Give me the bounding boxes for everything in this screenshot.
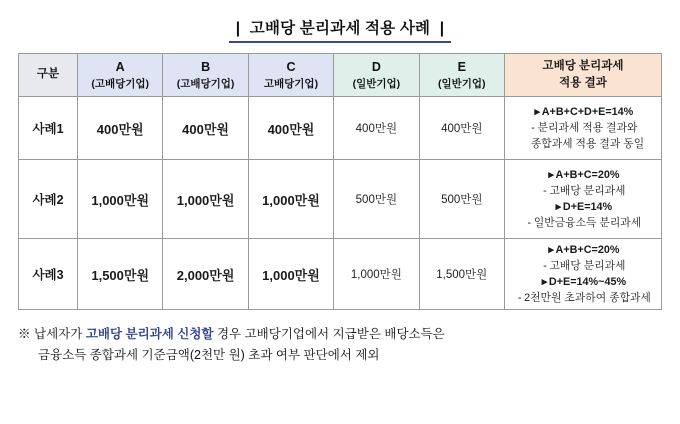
cell-case1-c: 400만원 bbox=[248, 97, 333, 160]
result-line-text: 일반금융소득 분리과세 bbox=[533, 217, 642, 230]
result-line bbox=[505, 183, 661, 199]
footnote bbox=[18, 324, 662, 365]
table-header bbox=[19, 54, 662, 97]
cell-case1-result bbox=[505, 97, 662, 160]
result-line bbox=[505, 274, 661, 290]
row-label-case2: 사례2 bbox=[19, 160, 78, 239]
cell-case1-d: 400만원 bbox=[334, 97, 419, 160]
column-header-gubun: 구분 bbox=[19, 54, 78, 97]
cell-case2-e: 500만원 bbox=[419, 160, 504, 239]
result-line-text: 종합과세 적용 결과 동일 bbox=[530, 138, 645, 151]
result-line-text: A+B+C=20% bbox=[555, 168, 620, 181]
cell-case3-b: 2,000만원 bbox=[163, 239, 248, 310]
column-header-e bbox=[419, 54, 504, 97]
result-line-text: D+E=14% bbox=[562, 201, 613, 213]
result-line-text: 분리과세 적용 결과와 bbox=[537, 121, 638, 134]
cell-case2-b: 1,000만원 bbox=[163, 160, 248, 239]
column-header-b bbox=[163, 54, 248, 97]
column-header-result-line1: 고배당 분리과세 bbox=[542, 59, 624, 72]
cell-case2-c: 1,000만원 bbox=[248, 160, 333, 239]
footnote-line-1-prefix: 납세자가 bbox=[34, 327, 83, 341]
cell-case2-a: 1,000만원 bbox=[78, 160, 163, 239]
cell-case3-result bbox=[505, 239, 662, 310]
bullet-dash-icon: - bbox=[543, 184, 547, 197]
footnote-mark-icon: ※ bbox=[18, 327, 31, 341]
result-line-text: 고배당 분리과세 bbox=[549, 259, 626, 272]
result-line bbox=[505, 167, 661, 183]
table-row bbox=[19, 239, 662, 310]
title-text: 고배당 분리과세 적용 사례 bbox=[249, 20, 431, 37]
column-header-c-sub: 고배당기업) bbox=[263, 77, 319, 90]
table-body bbox=[19, 97, 662, 310]
column-header-a-sub: (고배당기업) bbox=[91, 77, 150, 90]
bullet-dash-icon: - bbox=[531, 121, 535, 134]
column-header-a-code: A bbox=[115, 59, 125, 74]
row-label-case3: 사례3 bbox=[19, 239, 78, 310]
bullet-dash-icon: - bbox=[517, 292, 522, 305]
column-header-c-code: C bbox=[286, 59, 296, 74]
cell-case3-d: 1,000만원 bbox=[334, 239, 419, 310]
title-bar-right: | bbox=[439, 20, 445, 37]
cell-case3-e: 1,500만원 bbox=[419, 239, 504, 310]
column-header-d bbox=[334, 54, 419, 97]
result-line bbox=[505, 104, 661, 120]
cell-case1-b: 400만원 bbox=[163, 97, 248, 160]
cell-case1-e: 400만원 bbox=[419, 97, 504, 160]
bullet-triangle-icon: ▸ bbox=[555, 201, 562, 213]
column-header-e-code: E bbox=[457, 59, 466, 74]
result-line-text: 고배당 분리과세 bbox=[549, 184, 626, 197]
title-bar-left: | bbox=[235, 20, 241, 37]
bullet-triangle-icon: ▸ bbox=[541, 276, 548, 288]
title-block bbox=[0, 0, 680, 53]
bullet-triangle-icon: ▸ bbox=[534, 105, 540, 118]
column-header-a bbox=[78, 54, 163, 97]
result-line bbox=[505, 136, 661, 152]
column-header-result-line2: 적용 결과 bbox=[559, 76, 607, 89]
column-header-d-code: D bbox=[371, 59, 381, 74]
footnote-line-1-suffix: 경우 고배당기업에서 지급받은 배당소득은 bbox=[216, 327, 445, 341]
column-header-e-sub: (일반기업) bbox=[437, 77, 486, 90]
cell-case3-a: 1,500만원 bbox=[78, 239, 163, 310]
column-header-d-sub: (일반기업) bbox=[352, 77, 401, 90]
table-row bbox=[19, 97, 662, 160]
result-line bbox=[505, 120, 661, 136]
footnote-line-1 bbox=[18, 324, 662, 345]
cell-case2-d: 500만원 bbox=[334, 160, 419, 239]
column-header-c bbox=[248, 54, 333, 97]
result-line bbox=[505, 199, 661, 215]
page-title bbox=[229, 16, 452, 43]
footnote-keyword: 고배당 분리과세 신청할 bbox=[85, 327, 214, 341]
column-header-b-sub: (고배당기업) bbox=[176, 77, 235, 90]
result-line bbox=[505, 290, 661, 306]
cell-case1-a: 400만원 bbox=[78, 97, 163, 160]
bullet-triangle-icon: ▸ bbox=[548, 243, 554, 256]
bullet-dash-icon: - bbox=[527, 217, 532, 230]
column-header-b-code: B bbox=[201, 59, 211, 74]
result-line-text: A+B+C+D+E=14% bbox=[541, 105, 634, 118]
table-header-row bbox=[19, 54, 662, 97]
result-line bbox=[505, 258, 661, 274]
result-line-text: A+B+C=20% bbox=[555, 243, 620, 256]
table-row bbox=[19, 160, 662, 239]
cell-case3-c: 1,000만원 bbox=[248, 239, 333, 310]
bullet-dash-icon: - bbox=[543, 259, 547, 272]
result-line-text: 2천만원 초과하여 종합과세 bbox=[524, 292, 651, 305]
row-label-case1: 사례1 bbox=[19, 97, 78, 160]
high-dividend-cases-table bbox=[18, 53, 662, 310]
result-line-text: D+E=14%~45% bbox=[548, 276, 627, 288]
footnote-line-2: 금융소득 종합과세 기준금액(2천만 원) 초과 여부 판단에서 제외 bbox=[38, 347, 380, 362]
result-line bbox=[505, 215, 661, 231]
bullet-triangle-icon: ▸ bbox=[548, 168, 554, 181]
column-header-result bbox=[505, 54, 662, 97]
result-line bbox=[505, 242, 661, 258]
cell-case2-result bbox=[505, 160, 662, 239]
